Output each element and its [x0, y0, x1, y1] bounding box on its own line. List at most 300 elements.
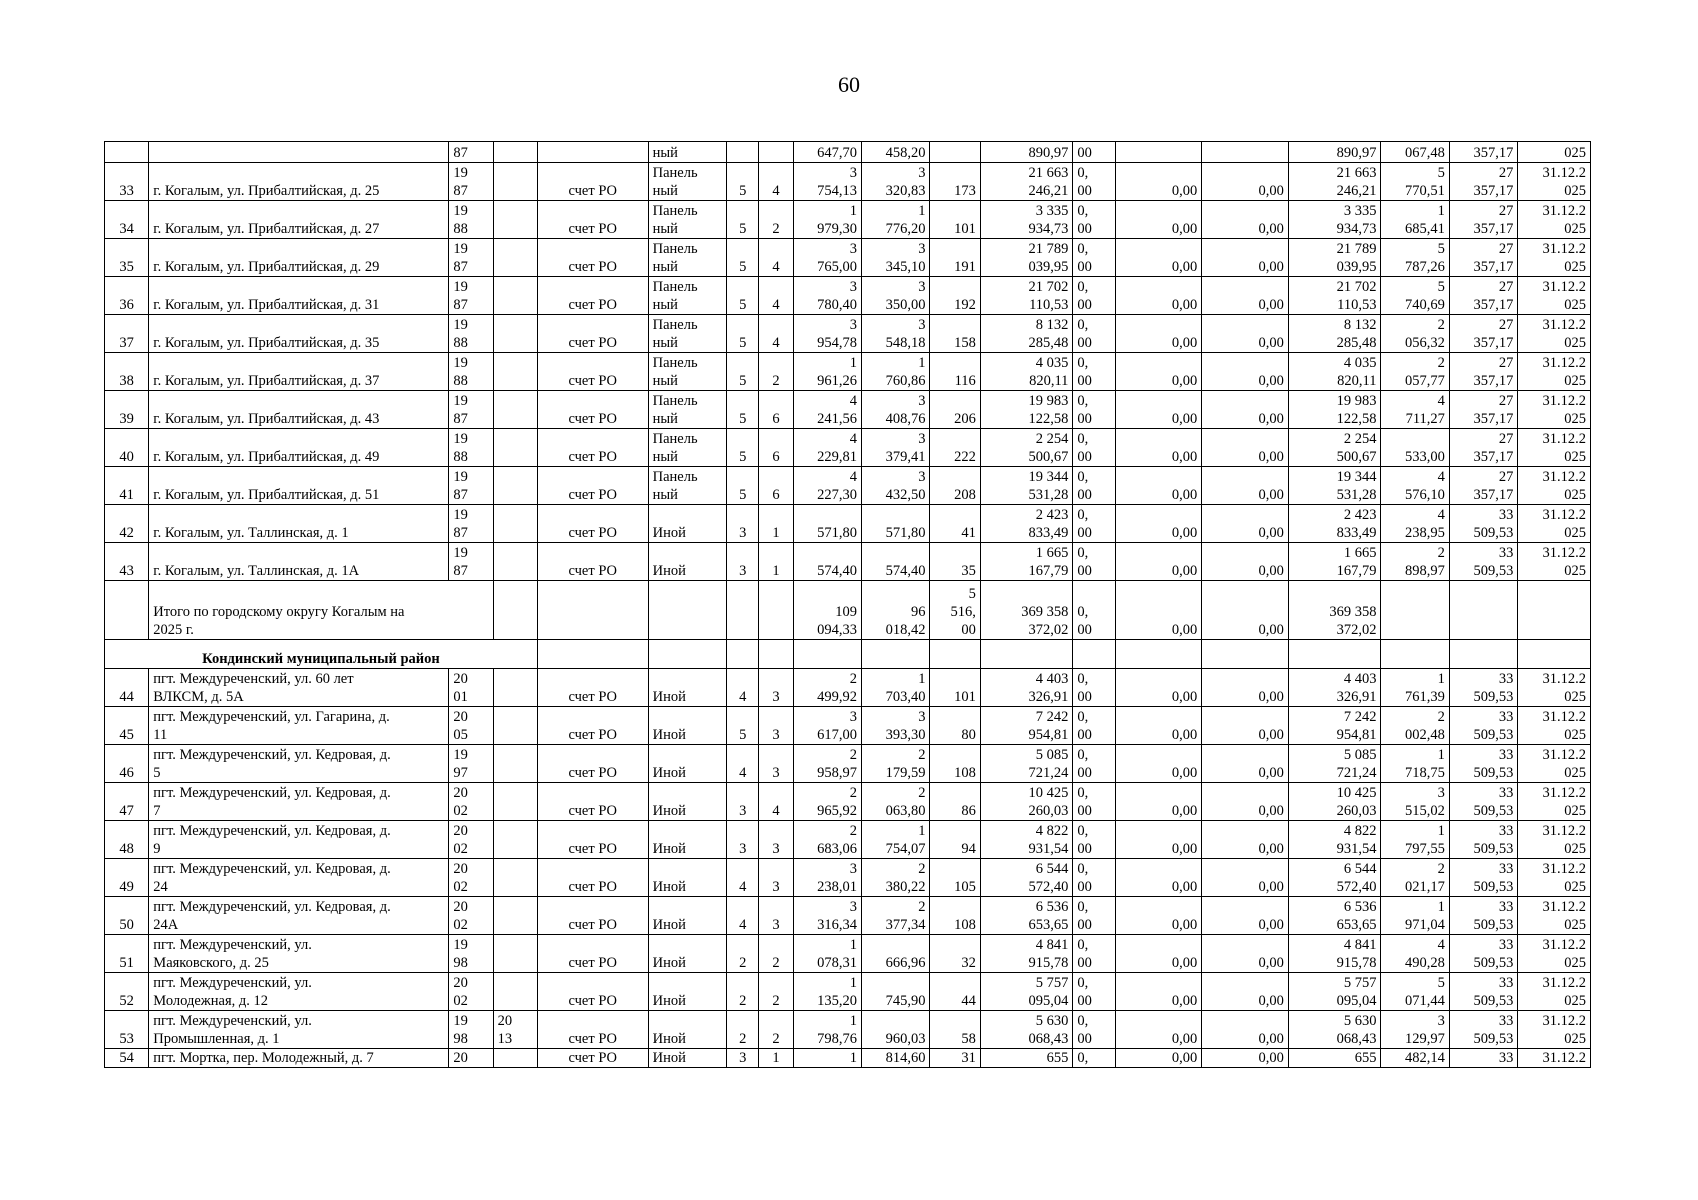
table-cell: [727, 142, 759, 163]
entrances-cell: [759, 821, 793, 859]
total-area-cell-line: 798,76: [817, 1031, 858, 1047]
address-cell-line: пгт. Междуреченский, ул. 60 лет: [153, 671, 354, 687]
wall-material-cell-line: Иной: [652, 727, 686, 743]
entrances-cell-line: 2: [772, 993, 780, 1009]
unit-cost-cell-line: 5: [1437, 279, 1445, 295]
owners-funds-cell-line: 2 423: [1343, 507, 1377, 523]
fund-cell-line: 00: [1077, 183, 1092, 199]
wall-material-cell-line: Иной: [652, 1031, 686, 1047]
living-area-cell-line: 3: [918, 431, 926, 447]
owners-funds-cell-line: 039,95: [1336, 259, 1377, 275]
max-cost-cell-line: 33: [1498, 861, 1514, 877]
living-area-cell-line: 574,40: [885, 563, 926, 579]
year-built-cell-line: 97: [453, 765, 468, 781]
local-budget-cell-line: 0,00: [1258, 1050, 1284, 1066]
year-built-cell-line: 88: [453, 449, 468, 465]
unit-cost-cell-line: 898,97: [1405, 563, 1445, 579]
floors-cell-line: 5: [739, 487, 747, 503]
entrances-cell-line: 6: [772, 411, 780, 427]
residents-cell: [930, 707, 980, 745]
floors-cell-line: 4: [739, 765, 747, 781]
local-budget-cell-line: 0,00: [1258, 1031, 1284, 1047]
year-repair-cell: [493, 201, 537, 239]
living-area-cell-line: 3: [918, 317, 926, 333]
local-budget-cell: [1202, 859, 1289, 897]
year-repair-cell: [493, 239, 537, 277]
wall-material-cell: [648, 897, 727, 935]
deadline-cell-line: 025: [1564, 841, 1586, 857]
total-area-cell: [793, 859, 861, 897]
wall-material-cell: [648, 201, 727, 239]
section-header-row: [105, 640, 1591, 669]
total-living-area-cell-line: 018,42: [885, 622, 926, 638]
total-cost-cell-line: 21 789: [1028, 241, 1069, 257]
owners-funds-cell-line: 21 663: [1336, 165, 1377, 181]
address-cell-line: ВЛКСМ, д. 5А: [153, 689, 244, 705]
entrances-cell: [759, 315, 793, 353]
max-cost-cell: [1449, 821, 1517, 859]
residents-cell: [930, 201, 980, 239]
wall-material-cell: [648, 669, 727, 707]
unit-cost-cell: [1381, 543, 1449, 581]
total-cost-cell-line: 122,58: [1028, 411, 1069, 427]
unit-cost-cell-line: 685,41: [1405, 221, 1445, 237]
row-number: [105, 745, 149, 783]
wall-material-cell-line: Панель: [652, 165, 698, 181]
owners-funds-cell: [1288, 315, 1381, 353]
funding-source-cell: [537, 315, 648, 353]
budget-cell: [1115, 505, 1202, 543]
residents-cell: [930, 897, 980, 935]
total-cost-cell-line: 260,03: [1028, 803, 1069, 819]
funding-source-cell-line: счет РО: [568, 335, 618, 351]
fund-cell-line: 0,: [1077, 165, 1089, 181]
owners-funds-cell: [1288, 391, 1381, 429]
year-built-cell-line: 19: [453, 545, 468, 561]
floors-cell-line: 3: [739, 563, 747, 579]
max-cost-cell: [1449, 745, 1517, 783]
wall-material-cell: [648, 859, 727, 897]
year-built-cell: [449, 467, 493, 505]
floors-cell: [727, 669, 759, 707]
table-row: [105, 429, 1591, 467]
budget-cell: [1115, 897, 1202, 935]
total-area-cell-line: 1: [849, 975, 858, 991]
row-number: [105, 669, 149, 707]
unit-cost-cell-line: 129,97: [1405, 1031, 1445, 1047]
deadline-cell-line: 31.12.2: [1542, 545, 1586, 561]
deadline-cell-line: 025: [1564, 411, 1586, 427]
year-built-cell-line: 20: [453, 1050, 468, 1066]
table-cell: [1073, 640, 1115, 669]
row-number-line: 52: [119, 993, 134, 1009]
year-built-cell-line: 19: [453, 279, 468, 295]
entrances-cell: [759, 239, 793, 277]
fund-cell-line: 0,: [1077, 393, 1089, 409]
max-cost-cell: [1449, 353, 1517, 391]
fund-cell-line: 00: [1077, 449, 1092, 465]
owners-funds-cell: [1288, 467, 1381, 505]
max-cost-cell: [1449, 315, 1517, 353]
living-area-cell-line: 377,34: [885, 917, 926, 933]
total-area-cell-line: 1: [849, 203, 858, 219]
total-cost-cell: [980, 745, 1073, 783]
unit-cost-cell-line: 5: [1437, 241, 1445, 257]
residents-cell-line: 35: [961, 563, 976, 579]
row-number-line: 36: [119, 297, 134, 313]
wall-material-cell-line: Иной: [652, 917, 686, 933]
max-cost-cell-line: 33: [1498, 671, 1514, 687]
total-label-cell-line: 2025 г.: [153, 622, 194, 638]
deadline-cell: [1518, 277, 1591, 315]
living-area-cell-line: 345,10: [885, 259, 926, 275]
entrances-cell: [759, 429, 793, 467]
owners-funds-cell-line: 655: [1354, 1050, 1377, 1066]
budget-cell: [1115, 429, 1202, 467]
entrances-cell-line: 2: [772, 221, 780, 237]
max-cost-cell: [1449, 783, 1517, 821]
entrances-cell: [759, 1011, 793, 1049]
year-built-cell: [449, 707, 493, 745]
year-built-cell-line: 19: [453, 937, 468, 953]
deadline-cell-line: 025: [1564, 917, 1586, 933]
year-repair-cell: [493, 745, 537, 783]
entrances-cell-line: 1: [772, 1050, 780, 1066]
max-cost-cell-line: 509,53: [1473, 727, 1514, 743]
budget-cell-line: 0,00: [1171, 221, 1198, 237]
total-local-budget-cell: [1202, 581, 1289, 640]
table-cell: [1381, 581, 1449, 640]
total-living-area-cell-line: 96: [910, 604, 926, 620]
total-area-cell: [793, 1049, 861, 1068]
total-cost-cell-line: 167,79: [1028, 563, 1069, 579]
fund-cell: [1073, 821, 1115, 859]
year-built-cell-line: 19: [453, 747, 468, 763]
page-number: 60: [838, 72, 860, 97]
total-cost-cell-line: 19 344: [1028, 469, 1069, 485]
wall-material-cell-line: ный: [652, 297, 678, 313]
fund-cell: [1073, 543, 1115, 581]
deadline-cell-line: 025: [1564, 955, 1586, 971]
total-cost-cell-line: 2 254: [1035, 431, 1069, 447]
deadline-cell-line: 31.12.2: [1542, 241, 1586, 257]
total-cost-cell-line: 21 663: [1028, 165, 1069, 181]
deadline-cell-line: 025: [1564, 221, 1586, 237]
owners-funds-cell: [1288, 859, 1381, 897]
total-fund-cell-line: 00: [1077, 622, 1092, 638]
total-owners-funds-cell: [1288, 581, 1381, 640]
year-built-cell: [449, 429, 493, 467]
living-area-cell-line: 3: [918, 165, 926, 181]
address-cell: [149, 821, 449, 859]
owners-funds-cell-line: 10 425: [1336, 785, 1377, 801]
funding-source-cell: [537, 707, 648, 745]
wall-material-cell-line: Панель: [652, 431, 698, 447]
total-area-cell-line: 1: [849, 355, 858, 371]
total-area-cell-line: 109: [835, 604, 858, 620]
wall-material-cell: [648, 543, 727, 581]
local-budget-cell: [1202, 163, 1289, 201]
floors-cell-line: 3: [739, 841, 747, 857]
max-cost-cell: [1449, 467, 1517, 505]
deadline-cell: [1518, 467, 1591, 505]
deadline-cell: [1518, 429, 1591, 467]
year-built-cell-line: 20: [453, 671, 468, 687]
entrances-cell-line: 3: [772, 917, 780, 933]
living-area-cell-line: 703,40: [885, 689, 926, 705]
funding-source-cell: [537, 239, 648, 277]
table-row: [105, 505, 1591, 543]
floors-cell: [727, 973, 759, 1011]
living-area-cell-line: 063,80: [885, 803, 926, 819]
table-cell: [1115, 640, 1202, 669]
table-row: [105, 707, 1591, 745]
fund-cell-line: 0,: [1077, 709, 1089, 725]
owners-funds-cell-line: 068,43: [1336, 1031, 1377, 1047]
max-cost-cell-line: 509,53: [1473, 765, 1514, 781]
table-cell: [1518, 142, 1591, 163]
wall-material-cell-line: Панель: [652, 393, 698, 409]
living-area-cell: [862, 783, 930, 821]
table-cell: [648, 142, 727, 163]
deadline-cell: [1518, 505, 1591, 543]
total-living-area-cell: [862, 581, 930, 640]
unit-cost-cell-line: 4: [1437, 937, 1445, 953]
budget-cell: [1115, 669, 1202, 707]
address-cell-line: г. Когалым, ул. Прибалтийская, д. 31: [153, 297, 380, 313]
total-cost-cell-line: 572,40: [1028, 879, 1069, 895]
year-repair-cell: [493, 897, 537, 935]
unit-cost-cell-line: 787,26: [1405, 259, 1445, 275]
wall-material-cell: [648, 429, 727, 467]
owners-funds-cell-line: 167,79: [1336, 563, 1377, 579]
total-cost-cell-line: 246,21: [1028, 183, 1069, 199]
table-cell-line: 00: [1077, 145, 1092, 161]
owners-funds-cell: [1288, 821, 1381, 859]
fund-cell: [1073, 1049, 1115, 1068]
row-number: [105, 543, 149, 581]
deadline-cell-line: 31.12.2: [1542, 861, 1586, 877]
deadline-cell-line: 025: [1564, 803, 1586, 819]
local-budget-cell-line: 0,00: [1258, 259, 1284, 275]
floors-cell: [727, 315, 759, 353]
local-budget-cell: [1202, 745, 1289, 783]
total-cost-cell: [980, 315, 1073, 353]
unit-cost-cell-line: 056,32: [1405, 335, 1445, 351]
row-number: [105, 897, 149, 935]
address-cell: [149, 745, 449, 783]
table-row: [105, 163, 1591, 201]
table-cell: [1449, 640, 1517, 669]
row-number-line: 45: [119, 727, 134, 743]
wall-material-cell: [648, 745, 727, 783]
table-cell: [537, 581, 648, 640]
year-repair-cell: [493, 391, 537, 429]
owners-funds-cell-line: 531,28: [1336, 487, 1377, 503]
deadline-cell: [1518, 669, 1591, 707]
address-cell: [149, 505, 449, 543]
owners-funds-cell: [1288, 1049, 1381, 1068]
unit-cost-cell: [1381, 935, 1449, 973]
unit-cost-cell-line: 515,02: [1405, 803, 1445, 819]
owners-funds-cell: [1288, 935, 1381, 973]
living-area-cell-line: 960,03: [885, 1031, 926, 1047]
table-row: [105, 201, 1591, 239]
floors-cell: [727, 391, 759, 429]
table-cell: [930, 640, 980, 669]
total-area-cell-line: 571,80: [817, 525, 858, 541]
wall-material-cell-line: ный: [652, 335, 678, 351]
row-number-line: 49: [119, 879, 134, 895]
unit-cost-cell-line: 1: [1437, 747, 1445, 763]
fund-cell-line: 0,: [1077, 747, 1089, 763]
row-number: [105, 277, 149, 315]
owners-funds-cell-line: 8 132: [1343, 317, 1377, 333]
owners-funds-cell-line: 653,65: [1336, 917, 1377, 933]
funding-source-cell: [537, 467, 648, 505]
unit-cost-cell: [1381, 859, 1449, 897]
table-row: [105, 935, 1591, 973]
address-cell: [149, 239, 449, 277]
entrances-cell: [759, 897, 793, 935]
budget-cell: [1115, 935, 1202, 973]
table-cell: [1288, 142, 1381, 163]
living-area-cell-line: 2: [918, 785, 926, 801]
row-number-line: 44: [119, 689, 134, 705]
deadline-cell-line: 31.12.2: [1542, 1050, 1586, 1066]
residents-cell: [930, 429, 980, 467]
living-area-cell-line: 776,20: [885, 221, 926, 237]
local-budget-cell-line: 0,00: [1258, 373, 1284, 389]
funding-source-cell-line: счет РО: [568, 297, 618, 313]
total-area-cell-line: 3: [849, 861, 858, 877]
year-built-cell-line: 19: [453, 431, 468, 447]
table-row: [105, 821, 1591, 859]
fund-cell: [1073, 935, 1115, 973]
residents-cell-line: 108: [954, 765, 976, 781]
fund-cell-line: 0,: [1077, 431, 1089, 447]
address-cell: [149, 935, 449, 973]
total-cost-cell: [980, 467, 1073, 505]
deadline-cell-line: 025: [1564, 487, 1586, 503]
row-number-line: 33: [119, 183, 134, 199]
year-repair-cell: [493, 1011, 537, 1049]
deadline-cell-line: 31.12.2: [1542, 469, 1586, 485]
local-budget-cell-line: 0,00: [1258, 183, 1284, 199]
funding-source-cell-line: счет РО: [568, 525, 618, 541]
residents-cell-line: 86: [961, 803, 976, 819]
deadline-cell: [1518, 783, 1591, 821]
residents-cell: [930, 239, 980, 277]
entrances-cell-line: 3: [772, 727, 780, 743]
max-cost-cell: [1449, 429, 1517, 467]
deadline-cell: [1518, 239, 1591, 277]
living-area-cell-line: 666,96: [885, 955, 926, 971]
floors-cell: [727, 239, 759, 277]
fund-cell-line: 00: [1077, 993, 1092, 1009]
total-residents-cell: [930, 581, 980, 640]
table-cell: [105, 581, 149, 640]
funding-source-cell-line: счет РО: [568, 993, 618, 1009]
total-cost-cell: [980, 821, 1073, 859]
wall-material-cell: [648, 783, 727, 821]
table-cell-line: 025: [1564, 145, 1586, 161]
total-cost-cell: [980, 973, 1073, 1011]
residents-cell-line: 173: [954, 183, 976, 199]
max-cost-cell-line: 27: [1498, 469, 1514, 485]
total-area-cell: [793, 429, 861, 467]
table-row: [105, 353, 1591, 391]
entrances-cell-line: 6: [772, 487, 780, 503]
deadline-cell: [1518, 315, 1591, 353]
deadline-cell-line: 025: [1564, 449, 1586, 465]
table-cell: [930, 142, 980, 163]
owners-funds-cell-line: 2 254: [1343, 431, 1377, 447]
fund-cell-line: 0,: [1077, 279, 1089, 295]
year-repair-cell: [493, 353, 537, 391]
entrances-cell: [759, 745, 793, 783]
address-cell-line: пгт. Междуреченский, ул.: [153, 1013, 312, 1029]
unit-cost-cell-line: 2: [1437, 317, 1445, 333]
owners-funds-cell: [1288, 897, 1381, 935]
unit-cost-cell: [1381, 821, 1449, 859]
total-area-cell-line: 2: [849, 823, 858, 839]
year-repair-cell: [493, 669, 537, 707]
funding-source-cell-line: счет РО: [568, 183, 618, 199]
residents-cell: [930, 353, 980, 391]
total-area-cell-line: 1: [849, 1013, 858, 1029]
owners-funds-cell: [1288, 429, 1381, 467]
year-built-cell-line: 88: [453, 221, 468, 237]
deadline-cell-line: 31.12.2: [1542, 393, 1586, 409]
living-area-cell: [862, 239, 930, 277]
floors-cell: [727, 201, 759, 239]
budget-cell: [1115, 391, 1202, 429]
living-area-cell-line: 754,07: [885, 841, 926, 857]
local-budget-cell-line: 0,00: [1258, 297, 1284, 313]
year-repair-cell-line: 13: [497, 1031, 513, 1047]
living-area-cell-line: 350,00: [885, 297, 926, 313]
funding-source-cell-line: счет РО: [568, 803, 618, 819]
living-area-cell-line: 393,30: [885, 727, 926, 743]
local-budget-cell-line: 0,00: [1258, 727, 1284, 743]
budget-cell: [1115, 1049, 1202, 1068]
address-cell-line: 24А: [153, 917, 179, 933]
total-cost-cell-line: 3 335: [1035, 203, 1069, 219]
year-repair-cell: [493, 821, 537, 859]
wall-material-cell-line: ный: [652, 373, 678, 389]
unit-cost-cell-line: 1: [1437, 823, 1445, 839]
unit-cost-cell: [1381, 707, 1449, 745]
living-area-cell: [862, 707, 930, 745]
funding-source-cell: [537, 201, 648, 239]
table-cell-line: 87: [453, 145, 468, 161]
deadline-cell: [1518, 1011, 1591, 1049]
owners-funds-cell: [1288, 543, 1381, 581]
table-row: [105, 543, 1591, 581]
table-cell: [793, 640, 861, 669]
funding-source-cell-line: счет РО: [568, 841, 618, 857]
unit-cost-cell: [1381, 467, 1449, 505]
total-area-cell-line: 094,33: [817, 622, 858, 638]
floors-cell: [727, 859, 759, 897]
total-area-cell-line: 683,06: [817, 841, 858, 857]
total-cost-cell-line: 531,28: [1028, 487, 1069, 503]
fund-cell-line: 00: [1077, 955, 1092, 971]
funding-source-cell: [537, 783, 648, 821]
fund-cell-line: 00: [1077, 259, 1092, 275]
fund-cell-line: 0,: [1077, 317, 1089, 333]
